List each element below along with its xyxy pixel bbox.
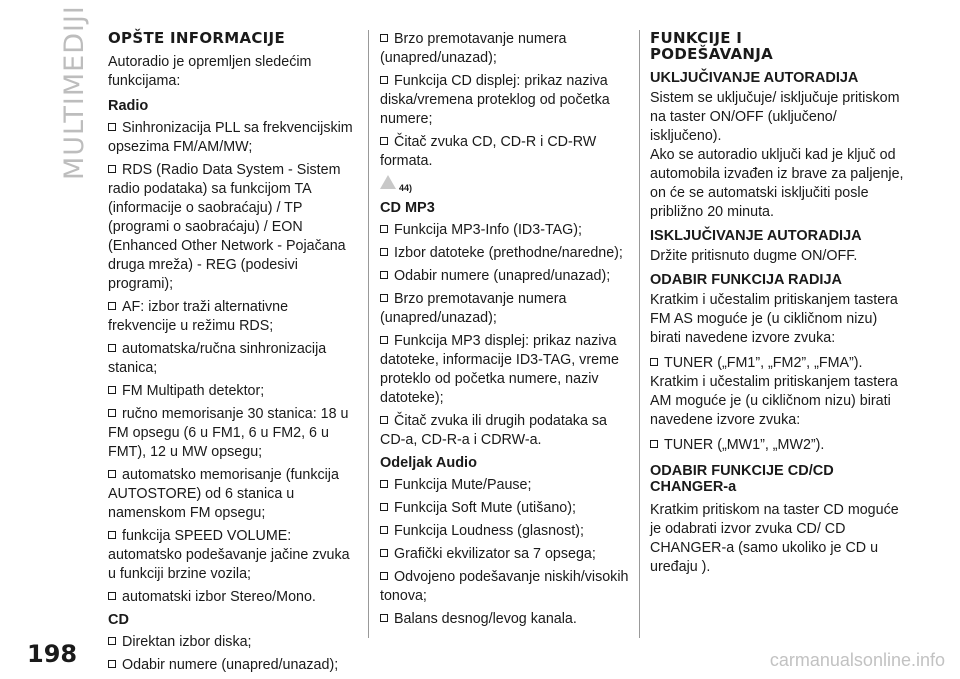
column-3 [650,30,905,583]
list-item: AF: izbor traži alternativne frekvencije u režimu RDS; [108,299,289,334]
off-text: Držite pritisnuto dugme ON/OFF. [650,248,858,264]
warning-reference [380,175,632,197]
list-item: automatska/ručna sinhronizacija stanica; [108,341,327,376]
list-item: automatsko memorisanje (funkcija AUTOSTORE) od 6 stanica u namenskom FM opsegu; [108,467,339,521]
bullet-icon [380,294,388,302]
list-item: Odvojeno podešavanje niskih/visokih tonova; [380,569,629,604]
bullet-icon [108,637,116,645]
cd-feature-list-continued [380,30,632,171]
bullet-icon [380,76,388,84]
radio-title: Radio [108,98,149,114]
list-item: Odabir numere (unapred/unazad); [380,267,632,286]
list-item: automatski izbor Stereo/Mono. [108,588,358,607]
radio-function-text-1: Kratkim i učestalim pritiskanjem tastera FM AS moguće je (u cikličnom nizu) birati navedene izvore zvuka: [650,292,898,346]
bullet-icon [108,165,116,173]
bullet-icon [108,386,116,394]
bullet-icon [108,409,116,417]
list-item: Čitač zvuka CD, CD-R i CD-RW formata. [380,134,597,169]
audio-feature-list [380,476,632,629]
column-divider [639,30,640,638]
column-2 [380,30,632,633]
list-item: funkcija SPEED VOLUME: automatsko podešavanje jačine zvuka u funkciji brzine vozila; [108,528,350,582]
list-item: TUNER („FM1”, „FM2”, „FMA”). [650,354,905,373]
list-item: Brzo premotavanje numera (unapred/unazad); [380,31,567,66]
cd-function-title: ODABIR FUNKCIJE CD/CD CHANGER-a [650,463,834,495]
bullet-icon [380,526,388,534]
cd-function-text: Kratkim pritiskom na taster CD moguće je odabrati izvor zvuka CD/ CD CHANGER-a (samo ukoliko je CD u uređaju ). [650,502,899,575]
mp3-title: CD MP3 [380,200,435,216]
watermark: carmanualsonline.info [769,650,945,670]
warning-ref-number: 44) [399,183,413,193]
on-text-1: Sistem se uključuje/ isključuje pritiskom na taster ON/OFF (uključeno/ isključeno). [650,90,900,144]
list-item: Čitač zvuka ili drugih podataka sa CD-a, CD-R-a i CDRW-a. [380,413,607,448]
on-title: UKLJUČIVANJE AUTORADIJA [650,70,859,86]
bullet-icon [380,480,388,488]
bullet-icon [380,225,388,233]
off-title: ISKLJUČIVANJE AUTORADIJA [650,228,862,244]
bullet-icon [380,614,388,622]
bullet-icon [380,248,388,256]
bullet-icon [108,660,116,668]
list-item: RDS (Radio Data System - Sistem radio podataka) sa funkcijom TA (informacije o saobraćaju) / TP (programi o saobraćaju) / EON (Enhanced Other Network - Pojačana druga mreža) - REG (podesivi programi); [108,162,346,292]
bullet-icon [650,358,658,366]
list-item: Funkcija Soft Mute (utišano); [380,499,632,518]
list-item: Direktan izbor diska; [108,633,358,652]
column-1 [108,30,358,679]
on-text-2: Ako se autoradio uključi kad je ključ od automobila izvađen iz brave za paljenje, on će se automatski isključiti posle približno 20 minuta. [650,147,904,220]
list-item: Grafički ekvilizator sa 7 opsega; [380,545,632,564]
list-item: Funkcija MP3 displej: prikaz naziva datoteke, informacije ID3-TAG, vreme proteklo od početka numere, naziv datoteke); [380,333,619,406]
list-item: Izbor datoteke (prethodne/naredne); [380,244,632,263]
radio-function-title: ODABIR FUNKCIJA RADIJA [650,272,842,288]
bullet-icon [380,572,388,580]
bullet-icon [108,344,116,352]
bullet-icon [108,302,116,310]
bullet-icon [108,531,116,539]
heading-functions: FUNKCIJE I PODEŠAVANJA [650,29,774,63]
section-title: MULTIMEDIJI [59,5,90,180]
list-item: Funkcija MP3-Info (ID3-TAG); [380,221,632,240]
list-item: Sinhronizacija PLL sa frekvencijskim opsezima FM/AM/MW; [108,120,353,155]
bullet-icon [650,440,658,448]
bullet-icon [380,34,388,42]
list-item: Brzo premotavanje numera (unapred/unazad); [380,291,567,326]
cd-title: CD [108,612,129,628]
column-divider [368,30,369,638]
bullet-icon [380,271,388,279]
bullet-icon [380,137,388,145]
bullet-icon [108,470,116,478]
list-item: FM Multipath detektor; [108,382,358,401]
radio-function-text-2: Kratkim i učestalim pritiskanjem tastera AM moguće je (u cikličnom nizu) birati navedene izvore zvuka: [650,374,898,428]
warning-triangle-icon [380,175,396,189]
intro-text: Autoradio je opremljen sledećim funkcijama: [108,54,312,89]
bullet-icon [380,416,388,424]
bullet-icon [108,123,116,131]
list-item: Funkcija Loudness (glasnost); [380,522,632,541]
bullet-icon [380,503,388,511]
list-item: Odabir numere (unapred/unazad); [108,656,358,675]
page-number: 198 [27,640,78,668]
bullet-icon [108,592,116,600]
list-item: TUNER („MW1”, „MW2”). [650,436,905,455]
bullet-icon [380,549,388,557]
audio-title: Odeljak Audio [380,455,477,471]
list-item: Funkcija CD displej: prikaz naziva diska/vremena proteklog od početka numere; [380,73,610,127]
list-item: ručno memorisanje 30 stanica: 18 u FM opsegu (6 u FM1, 6 u FM2, 6 u FMT), 12 u MW opsegu; [108,406,349,460]
list-item: Funkcija Mute/Pause; [380,476,632,495]
bullet-icon [380,336,388,344]
radio-feature-list [108,119,358,607]
cd-feature-list [108,633,358,675]
heading-general-info: OPŠTE INFORMACIJE [108,29,285,47]
mp3-feature-list [380,221,632,450]
list-item: Balans desnog/levog kanala. [380,610,632,629]
